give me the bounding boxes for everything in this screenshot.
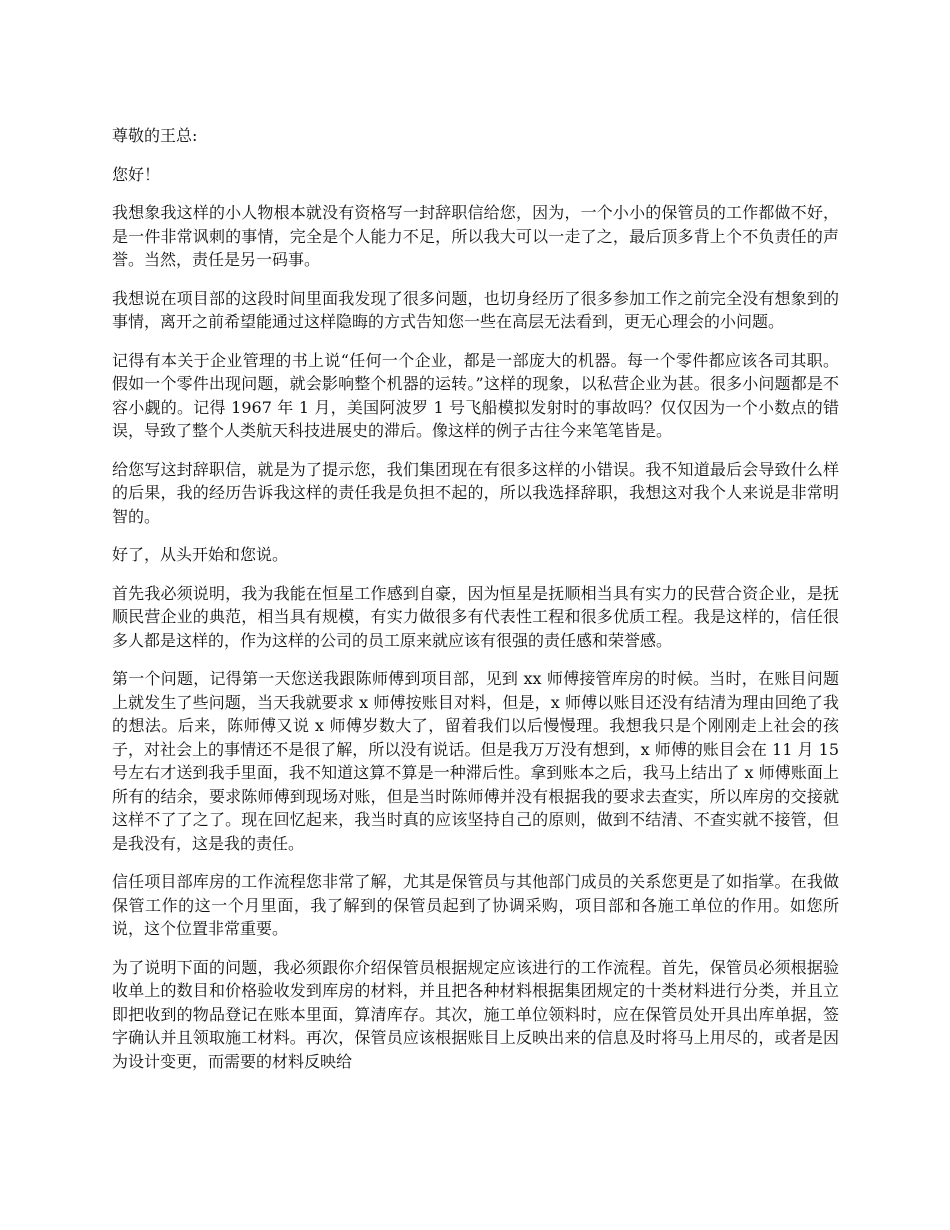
letter-greeting: 您好！ [112, 164, 161, 184]
letter-paragraph: 记得有本关于企业管理的书上说“任何一个企业，都是一部庞大的机器。每一个零件都应该各司其职。假如一个零件出现问题，就会影响整个机器的运转。”这样的现象，以私营企业为甚。很多小问题都是不容小觑的。记得 1967 年 1 月，美国阿波罗 1 号飞船模拟发射时的事故吗？仅仅因为一个小数点的错误，导致了整个人类航天科技进展史的滞后。像这样的例子古往今来笔笔皆是。 [112, 350, 839, 440]
letter-salutation: 尊敬的王总: [112, 126, 198, 145]
letter-paragraph: 给您写这封辞职信，就是为了提示您，我们集团现在有很多这样的小错误。我不知道最后会导致什么样的后果，我的经历告诉我这样的责任我是负担不起的，所以我选择辞职，我想这对我个人来说是非常明智的。 [112, 459, 839, 526]
letter-paragraph: 为了说明下面的问题，我必须跟你介绍保管员根据规定应该进行的工作流程。首先，保管员必须根据验收单上的数目和价格验收发到库房的材料，并且把各种材料根据集团规定的十类材料进行分类，并且立即把收到的物品登记在账本里面，算清库存。其次，施工单位领料时，应在保管员处开具出库单据，签字确认并且领取施工材料。再次，保管员应该根据账目上反映出来的信息及时将马上用尽的，或者是因为设计变更，而需要的材料反映给 [112, 957, 839, 1071]
letter-paragraph: 好了，从头开始和您说。 [112, 545, 289, 564]
letter-paragraph: 我想说在项目部的这段时间里面我发现了很多问题，也切身经历了很多参加工作之前完全没有想象到的事情，离开之前希望能通过这样隐晦的方式告知您一些在高层无法看到，更无心理会的小问题。 [112, 288, 839, 331]
letter-paragraph: 我想象我这样的小人物根本就没有资格写一封辞职信给您，因为，一个小小的保管员的工作都做不好，是一件非常讽刺的事情，完全是个人能力不足，所以我大可以一走了之，最后顶多背上个不负责任的声誉。当然，责任是另一码事。 [112, 203, 839, 269]
letter-paragraph: 信任项目部库房的工作流程您非常了解，尤其是保管员与其他部门成员的关系您更是了如指掌。在我做保管工作的这一个月里面，我了解到的保管员起到了协调采购，项目部和各施工单位的作用。如您所说，这个位置非常重要。 [112, 872, 839, 938]
letter-paragraph: 第一个问题，记得第一天您送我跟陈师傅到项目部，见到 xx 师傅接管库房的时候。当时，在账目问题上就发生了些问题，当天我就要求 x 师傅按账目对料，但是，x 师傅以账目还没有结清为理由回绝了我的想法。后来，陈师傅又说 x 师傅岁数大了，留着我们以后慢慢理。我想我只是个刚刚走上社会的孩子，对社会上的事情还不是很了解，所以没有说话。但是我万万没有想到，x 师傅的账目会在 11 月 15 号左右才送到我手里面，我不知道这算不算是一种滞后性。拿到账本之后，我马上结出了 x 师傅账面上所有的结余，要求陈师傅到现场对账，但是当时陈师傅并没有根据我的要求去查实，所以库房的交接就这样不了了之了。现在回忆起来，我当时真的应该坚持自己的原则，做到不结清、不查实就不接管，但是我没有，这是我的责任。 [112, 669, 839, 853]
letter-paragraph: 首先我必须说明，我为我能在恒星工作感到自豪，因为恒星是抚顺相当具有实力的民营合资企业，是抚顺民营企业的典范，相当具有规模，有实力做很多有代表性工程和很多优质工程。我是这样的，信任很多人都是这样的，作为这样的公司的员工原来就应该有很强的责任感和荣誉感。 [112, 583, 839, 650]
letter-body [112, 124, 839, 1088]
